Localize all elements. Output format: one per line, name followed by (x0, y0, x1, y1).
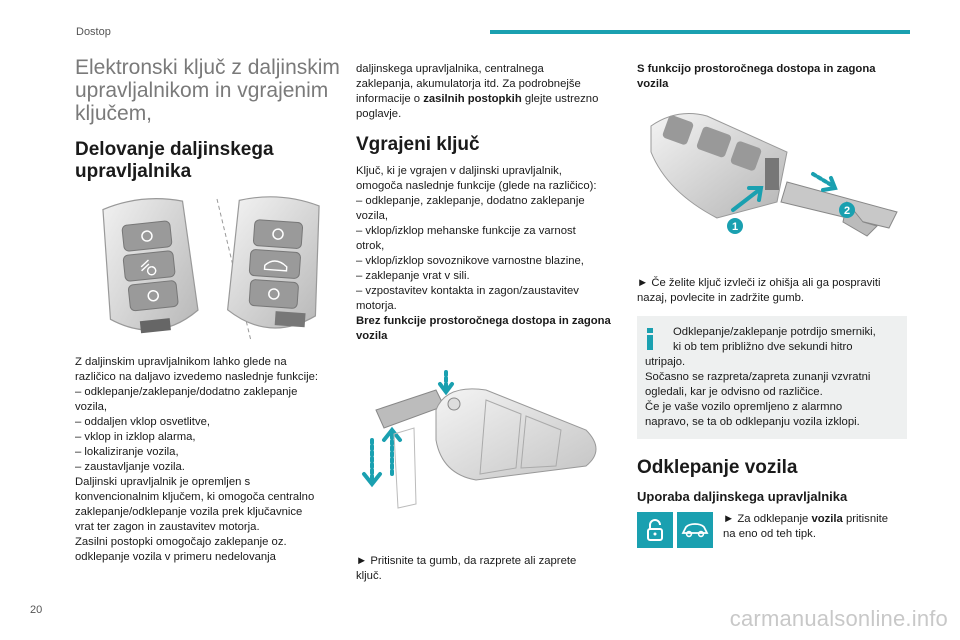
text-line: – vklop/izklop sovoznikove varnostne blazine, (356, 255, 584, 267)
text-line: – zaklepanje vrat v sili. (356, 270, 470, 282)
text-line: različico na daljavo izvedemo naslednje funkcije: (75, 371, 319, 383)
text-line: ► Pritisnite ta gumb, da razprete ali zaprete (356, 555, 577, 567)
watermark: carmanualsonline.info (729, 606, 948, 631)
remote-keys-svg (75, 191, 345, 349)
folding-key-instruction (356, 554, 626, 584)
vehicle-term: vozila (811, 513, 843, 525)
text-fragment: ► Za odklepanje (723, 513, 812, 525)
text-line: ki ob tem približno dve sekundi hitro (673, 341, 853, 353)
callout-2-label: 2 (843, 205, 851, 217)
text-line: na eno od teh tipk. (723, 528, 816, 540)
text-line: – odklepanje, zaklepanje, dodatno zaklepanje (356, 195, 585, 207)
text-line: motorja. (356, 300, 397, 312)
remote-keys-illustration (75, 191, 345, 349)
integrated-key-functions (356, 164, 626, 344)
text-line: vrat ter zagon in zaustavitev motorja. (75, 521, 260, 533)
text-line: Daljinski upravljalnik je opremljen s (75, 476, 251, 488)
text-line: Če je vaše vozilo opremljeno z alarmno (645, 401, 843, 413)
text-line: – odklepanje/zaklepanje/dodatno zaklepanje (75, 386, 298, 398)
section-title-unlocking: Odklepanje vozila (637, 457, 798, 478)
info-icon (647, 328, 653, 350)
text-line: nazaj, povlecite in zadržite gumb. (637, 292, 805, 304)
text-line: vozila, (75, 401, 108, 413)
callout-1-label: 1 (731, 221, 739, 233)
text-fragment: pritisnite (842, 513, 889, 525)
text-fragment: informacije o (356, 93, 424, 105)
text-line: – vzpostavitev kontakta in zagon/zaustavitev (356, 285, 579, 297)
text-line: zaklepanje/odklepanje vozila prek ključavnice (75, 506, 303, 518)
key-removal-svg (637, 102, 907, 252)
text-line: – oddaljen vklop osvetlitve, (75, 416, 211, 428)
text-line: ključ. (356, 570, 382, 582)
text-line: napravo, se ta ob odklepanju vozila izklopi. (645, 416, 860, 428)
text-line: – vklop in izklop alarma, (75, 431, 196, 443)
text-line: omogoča naslednje funkcije (glede na različico): (356, 180, 597, 192)
unlock-icon-row (637, 512, 907, 548)
text-line (723, 512, 907, 527)
column-3 (637, 62, 907, 548)
text-line: Zasilni postopki omogočajo zaklepanje oz. (75, 536, 287, 548)
text-line: zaklepanja, akumulatorja itd. Za podrobnejše (356, 78, 581, 90)
text-line: Ključ, ki je vgrajen v daljinski upravljalnik, (356, 165, 562, 177)
header-section-label: Dostop (76, 26, 111, 38)
text-line: konvencionalnim ključem, ki omogoča centralno (75, 491, 315, 503)
info-note-box (637, 316, 907, 439)
key-removal-illustration (637, 102, 907, 252)
header-accent-bar (490, 30, 910, 34)
text-line: – vklop/izklop mehanske funkcije za varnost (356, 225, 576, 237)
section-title-integrated-key: Vgrajeni ključ (356, 134, 480, 155)
text-line: – zaustavljanje vozila. (75, 461, 185, 473)
emergency-procedures-term: zasilnih postopkih (423, 93, 522, 105)
text-line: ogledali, kar je odvisno od različice. (645, 386, 823, 398)
key-removal-instruction (637, 276, 907, 306)
unlock-icon (637, 512, 673, 548)
car-icon (677, 512, 713, 548)
text-fragment: glejte ustrezno (521, 93, 599, 105)
unlock-instruction (717, 512, 907, 542)
text-line: – lokaliziranje vozila, (75, 446, 179, 458)
text-line: odklepanje vozila v primeru nedelovanja (75, 551, 276, 563)
text-line: utripajo. (645, 356, 686, 368)
handsfree-heading: S funkcijo prostoročnega dostopa in zagona vozila (637, 63, 876, 90)
folding-key-svg (356, 370, 626, 510)
folding-key-illustration (356, 370, 626, 510)
intro-text (356, 62, 626, 122)
column-1 (75, 56, 345, 565)
column-2 (356, 62, 626, 584)
text-line: vozila, (356, 210, 389, 222)
text-line: Z daljinskim upravljalnikom lahko glede na (75, 356, 287, 368)
text-line: otrok, (356, 240, 385, 252)
text-line: poglavje. (356, 108, 402, 120)
page-number: 20 (30, 604, 43, 616)
text-line: daljinskega upravljalnika, centralnega (356, 63, 544, 75)
remote-functions-text (75, 355, 345, 565)
section-title-remote: Delovanje daljinskega upravljalnika (75, 139, 274, 182)
text-line: ► Če želite ključ izvleči iz ohišja ali ga pospraviti (637, 277, 881, 289)
text-line (356, 92, 626, 107)
chapter-title: Elektronski ključ z daljinskim upravljalnikom in vgrajenim ključem, (75, 56, 340, 125)
subsection-title-remote-use: Uporaba daljinskega upravljalnika (637, 489, 848, 504)
text-line: Sočasno se razpreta/zapreta zunanji vzvratni (645, 371, 871, 383)
no-handsfree-heading: Brez funkcije prostoročnega dostopa in zagona vozila (356, 315, 611, 342)
text-line: Odklepanje/zaklepanje potrdijo smerniki, (673, 326, 876, 338)
